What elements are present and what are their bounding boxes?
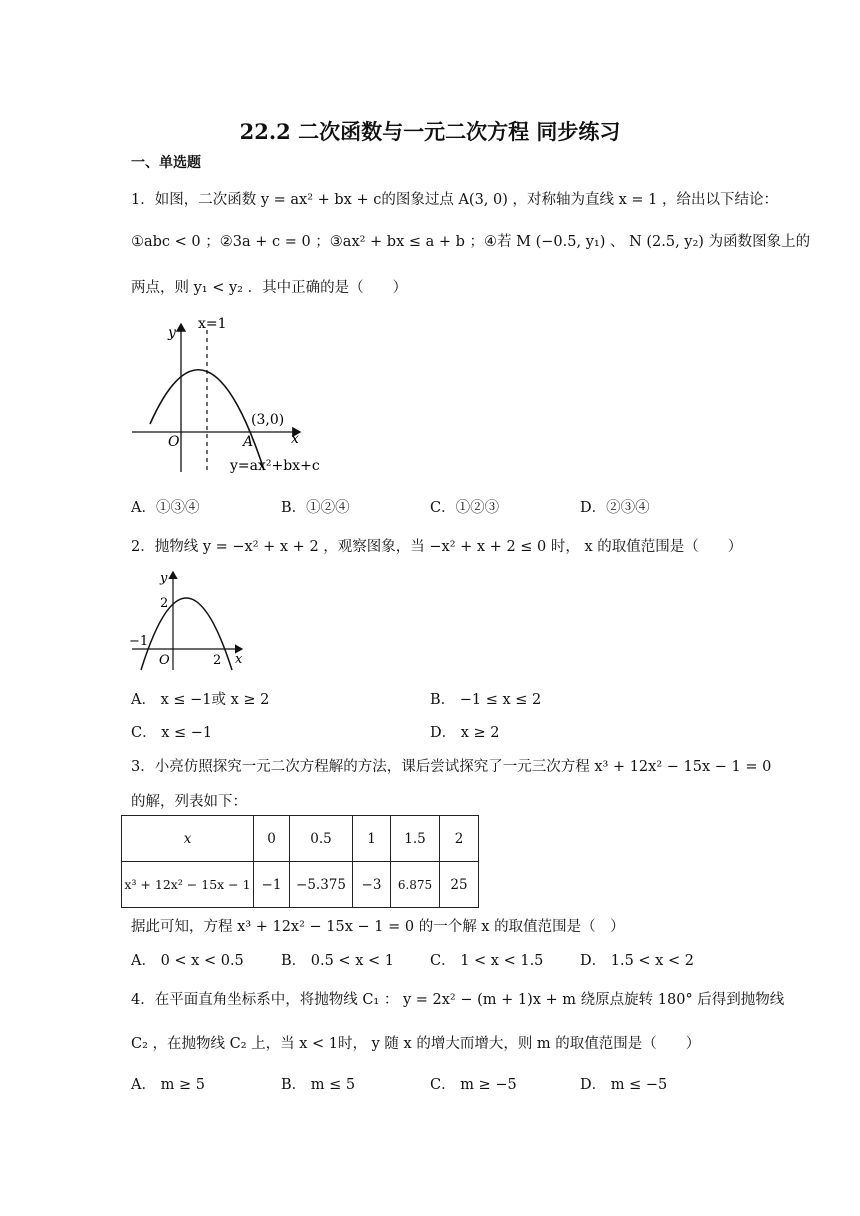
q1-x-label: x [291, 431, 299, 447]
table-cell: x³ + 12x² − 15x − 1 [122, 862, 254, 908]
q1-option-d: D．②③④ [580, 500, 650, 516]
q2-label-neg1: −1 [129, 634, 149, 649]
table-cell: 1.5 [391, 816, 440, 862]
q4-option-c: C． m ≥ −5 [430, 1077, 517, 1093]
q4-line2: C₂ ，在抛物线 C₂ 上，当 x < 1时， y 随 x 的增大而增大，则 m 的取值范围是（ ） [131, 1036, 701, 1052]
table-row [122, 816, 479, 862]
q2-option-b: B． −1 ≤ x ≤ 2 [430, 692, 542, 708]
table-cell: −5.375 [290, 862, 353, 908]
table-cell: −3 [353, 862, 391, 908]
table-row [122, 862, 479, 908]
table-cell: 25 [440, 862, 479, 908]
table-cell: x [122, 816, 254, 862]
q1-point-label: (3,0) [251, 412, 285, 428]
q3-line1: 3．小亮仿照探究一元二次方程解的方法，课后尝试探究了一元三次方程 x³ + 12x² − 15x − 1 = 0 [131, 759, 772, 775]
q1-option-c: C．①②③ [430, 500, 500, 516]
q1-parabola-graph [128, 312, 328, 478]
q2-x-label: x [235, 652, 243, 667]
q3-option-a: A． 0 < x < 0.5 [131, 953, 244, 969]
q2-label-2x: 2 [213, 653, 222, 668]
q1-option-a: A．①③④ [131, 500, 200, 516]
q1-point-name: A [243, 434, 254, 450]
q3-option-b: B． 0.5 < x < 1 [281, 953, 394, 969]
q1-line1: 1．如图，二次函数 y = ax² + bx + c的图象过点 A(3, 0) ，对称轴为直线 x = 1 ，给出以下结论： [131, 192, 779, 208]
table-cell: 1 [353, 816, 391, 862]
q2-origin-label: O [159, 653, 170, 668]
page-title: 22.2 二次函数与一元二次方程 同步练习 [239, 119, 621, 144]
q4-option-a: A． m ≥ 5 [131, 1077, 205, 1093]
q2-option-d: D． x ≥ 2 [430, 725, 500, 741]
table-cell: 0 [254, 816, 290, 862]
q2-parabola-graph [128, 566, 252, 672]
q1-func-label: y=ax²+bx+c [230, 458, 320, 474]
q3-option-d: D． 1.5 < x < 2 [580, 953, 694, 969]
table-cell: 2 [440, 816, 479, 862]
q4-option-b: B． m ≤ 5 [281, 1077, 356, 1093]
q1-option-b: B．①②④ [281, 500, 350, 516]
q4-line1: 4．在平面直角坐标系中，将抛物线 C₁ ： y = 2x² − (m + 1)x + m 绕原点旋转 180° 后得到抛物线 [131, 992, 785, 1008]
q3-line3: 据此可知，方程 x³ + 12x² − 15x − 1 = 0 的一个解 x 的取值范围是（ ） [131, 919, 625, 935]
table-cell: −1 [254, 862, 290, 908]
table-cell: 0.5 [290, 816, 353, 862]
q1-origin-label: O [168, 434, 180, 450]
q3-line2: 的解，列表如下： [131, 794, 247, 810]
q2-label-2y: 2 [160, 596, 169, 611]
q1-line2: ①abc < 0 ；②3a + c = 0 ；③ax² + bx ≤ a + b ；④若 M (−0.5, y₁) 、 N (2.5, y₂) 为函数图象上的 [131, 234, 811, 250]
q2-option-c: C． x ≤ −1 [131, 725, 213, 741]
q1-line3: 两点，则 y₁ < y₂ ．其中正确的是（ ） [131, 280, 408, 296]
q1-y-label: y [168, 325, 176, 341]
q4-option-d: D． m ≤ −5 [580, 1077, 668, 1093]
q3-value-table [121, 815, 479, 908]
section-heading: 一、单选题 [131, 155, 201, 171]
q3-option-c: C． 1 < x < 1.5 [430, 953, 544, 969]
q2-y-label: y [160, 571, 168, 586]
q2-option-a: A． x ≤ −1或 x ≥ 2 [131, 692, 270, 708]
q1-sym-label: x=1 [198, 316, 227, 332]
q2-line1: 2．抛物线 y = −x² + x + 2 ，观察图象，当 −x² + x + 2 ≤ 0 时， x 的取值范围是（ ） [131, 539, 743, 555]
table-cell: 6.875 [391, 862, 440, 908]
